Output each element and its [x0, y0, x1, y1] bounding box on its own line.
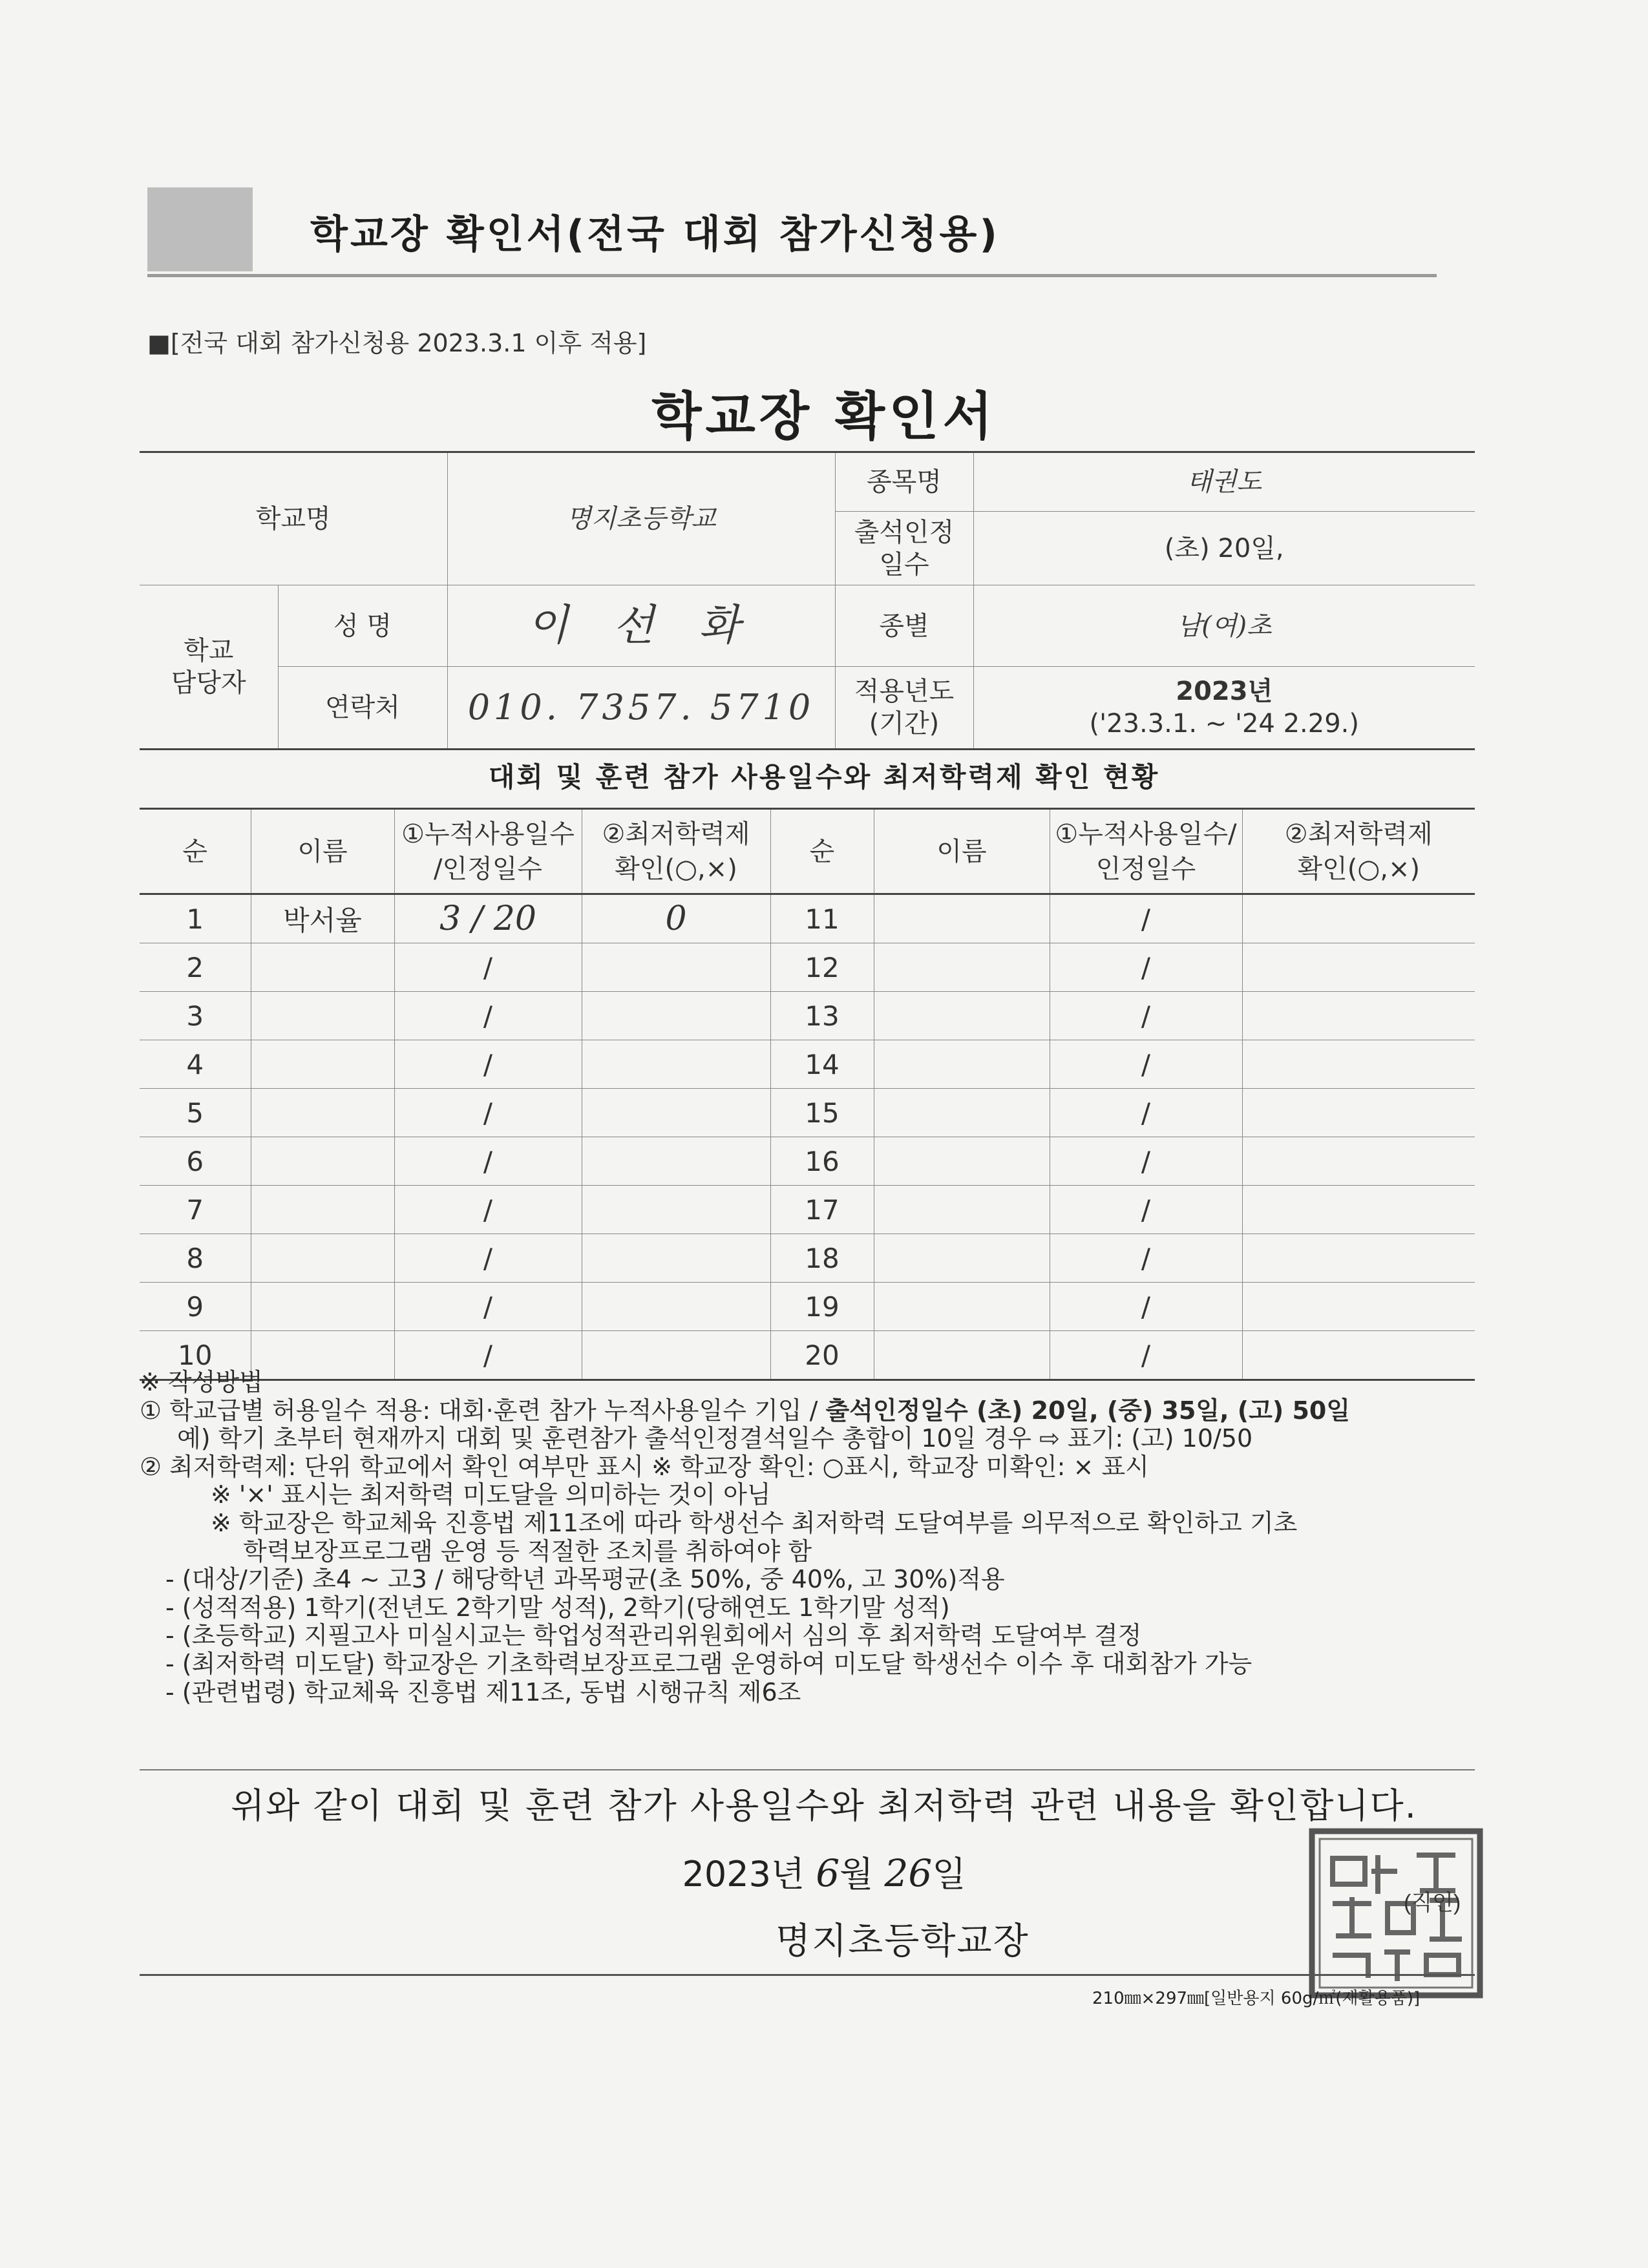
- row-days-left: /: [394, 1331, 582, 1380]
- row-name-right: [874, 943, 1050, 992]
- row-no-right: 19: [770, 1283, 874, 1331]
- person-name-label: 성 명: [278, 585, 447, 667]
- school-name-label: 학교명: [140, 452, 447, 585]
- row-no-left: 7: [140, 1186, 251, 1234]
- row-check-right: [1242, 1137, 1475, 1186]
- row-check-right: [1242, 1089, 1475, 1137]
- row-check-left: [582, 943, 770, 992]
- instruction-1-c: (초) 20일, (중) 35일, (고) 50일: [967, 1396, 1351, 1425]
- row-days-right: /: [1050, 1234, 1242, 1283]
- applicability-note: ■[전국 대회 참가신청용 2023.3.1 이후 적용]: [147, 329, 647, 357]
- row-name-right: [874, 1089, 1050, 1137]
- row-name-right: [874, 1283, 1050, 1331]
- instruction-2: ② 최저학력제: 단위 학교에서 확인 여부만 표시 ※ 학교장 확인: ○표시, 학교장 미확인: × 표시: [140, 1452, 1149, 1481]
- date-year: 2023년: [682, 1854, 805, 1895]
- row-no-left: 4: [140, 1040, 251, 1089]
- instruction-1: [140, 1397, 1477, 1425]
- row-days-left: /: [394, 943, 582, 992]
- phone-label: 연락처: [278, 667, 447, 750]
- detail-3: - (초등학교) 지필고사 미실시교는 학업성적관리위원회에서 심의 후 최저학력 도달여부 결정: [165, 1621, 1142, 1650]
- col-header-days-left: ①누적사용일수 /인정일수: [394, 809, 582, 894]
- instruction-2-note-a: ※ '×' 표시는 최저학력 미도달을 의미하는 것이 아님: [211, 1480, 771, 1509]
- event-value: 태권도: [973, 452, 1475, 512]
- paper-spec-note: 210㎜×297㎜[일반용지 60g/㎡(재활용품)]: [1092, 1989, 1421, 2008]
- col-header-no-right: 순: [770, 809, 874, 894]
- row-check-left: [582, 1186, 770, 1234]
- row-name-left: [251, 943, 394, 992]
- detail-4: - (최저학력 미도달) 학교장은 기초학력보장프로그램 운영하여 미도달 학생선수 이수 후 대회참가 가능: [165, 1649, 1252, 1678]
- instruction-1-b: 출석인정일수: [825, 1396, 968, 1425]
- footer-line: [140, 1974, 1475, 1976]
- row-no-right: 15: [770, 1089, 874, 1137]
- separator-line: [140, 1769, 1475, 1770]
- row-no-left: 3: [140, 992, 251, 1040]
- row-no-right: 14: [770, 1040, 874, 1089]
- section-title: 대회 및 훈련 참가 사용일수와 최저학력제 확인 현황: [488, 761, 1160, 793]
- row-name-left: [251, 1089, 394, 1137]
- year-value: 2023년: [1176, 677, 1273, 706]
- period-value: ('23.3.1. ~ '24 2.29.): [1089, 709, 1359, 739]
- phone-value: 010. 7357. 5710: [447, 667, 835, 750]
- row-name-left: [251, 992, 394, 1040]
- row-check-left: [582, 1137, 770, 1186]
- col-header-check-right: ②최저학력제 확인(○,×): [1242, 809, 1475, 894]
- row-name-left: [251, 1137, 394, 1186]
- col-header-days-right: ①누적사용일수/ 인정일수: [1050, 809, 1242, 894]
- row-name-right: [874, 1186, 1050, 1234]
- row-check-left: [582, 1089, 770, 1137]
- row-no-right: 18: [770, 1234, 874, 1283]
- detail-5: - (관련법령) 학교체육 진흥법 제11조, 동법 시행규칙 제6조: [165, 1677, 801, 1706]
- row-no-right: 20: [770, 1331, 874, 1380]
- row-check-left: [582, 1040, 770, 1089]
- info-table: [140, 451, 1475, 750]
- table-row: [140, 1234, 1475, 1283]
- col-header-name-right: 이름: [874, 809, 1050, 894]
- row-name-right: [874, 992, 1050, 1040]
- gender-value: 남(여)초: [973, 585, 1475, 667]
- row-days-left: /: [394, 1089, 582, 1137]
- row-no-left: 10: [140, 1331, 251, 1380]
- date-month: 6: [816, 1851, 840, 1895]
- row-check-left: [582, 1234, 770, 1283]
- row-no-right: 13: [770, 992, 874, 1040]
- row-name-left: [251, 1234, 394, 1283]
- date-month-unit: 월: [840, 1854, 874, 1895]
- instruction-2-note-b1: ※ 학교장은 학교체육 진흥법 제11조에 따라 학생선수 최저학력 도달여부를 의무적으로 확인하고 기초: [211, 1508, 1298, 1537]
- row-no-left: 9: [140, 1283, 251, 1331]
- person-name-value: 이 선 화: [447, 585, 835, 667]
- row-days-left: /: [394, 1283, 582, 1331]
- instruction-1-a: ① 학교급별 허용일수 적용: 대회·훈련 참가 누적사용일수 기입 /: [140, 1396, 826, 1425]
- document-header-title: 학교장 확인서(전국 대회 참가신청용): [310, 212, 1000, 257]
- row-days-left: 3 / 20: [394, 894, 582, 943]
- table-row: [140, 1089, 1475, 1137]
- row-no-right: 12: [770, 943, 874, 992]
- row-check-left: [582, 992, 770, 1040]
- row-no-right: 17: [770, 1186, 874, 1234]
- row-no-left: 6: [140, 1137, 251, 1186]
- contact-person-label: 학교 담당자: [140, 585, 278, 750]
- table-row: [140, 894, 1475, 943]
- row-check-right: [1242, 894, 1475, 943]
- table-row: [140, 943, 1475, 992]
- table-row: [140, 1186, 1475, 1234]
- col-header-check-left: ②최저학력제 확인(○,×): [582, 809, 770, 894]
- row-days-right: /: [1050, 992, 1242, 1040]
- row-no-left: 1: [140, 894, 251, 943]
- row-check-left: [582, 1283, 770, 1331]
- attendance-days-label: 출석인정 일수: [835, 512, 973, 585]
- date-day: 26: [884, 1851, 933, 1895]
- attendance-days-value: (초) 20일,: [973, 512, 1475, 585]
- table-row: [140, 1137, 1475, 1186]
- row-days-left: /: [394, 992, 582, 1040]
- event-label: 종목명: [835, 452, 973, 512]
- row-check-right: [1242, 1186, 1475, 1234]
- table-row: [140, 1040, 1475, 1089]
- row-days-left: /: [394, 1137, 582, 1186]
- date-day-unit: 일: [932, 1854, 966, 1895]
- header-underline: [147, 274, 1437, 277]
- row-days-left: /: [394, 1186, 582, 1234]
- year-label: 적용년도 (기간): [835, 667, 973, 750]
- row-check-right: [1242, 992, 1475, 1040]
- instruction-2-note-b2: 학력보장프로그램 운영 등 적절한 조치를 취하여야 함: [243, 1537, 812, 1566]
- detail-2: - (성적적용) 1학기(전년도 2학기말 성적), 2학기(당해연도 1학기말 성적): [165, 1593, 950, 1622]
- principal-signature: 명지초등학교장: [776, 1920, 1030, 1962]
- col-header-no-left: 순: [140, 809, 251, 894]
- row-no-left: 8: [140, 1234, 251, 1283]
- detail-1: - (대상/기준) 초4 ~ 고3 / 해당학년 과목평균(초 50%, 중 40%, 고 30%)적용: [165, 1565, 1005, 1594]
- row-days-right: /: [1050, 1089, 1242, 1137]
- col-header-name-left: 이름: [251, 809, 394, 894]
- instructions-heading: ※ 작성방법: [140, 1368, 263, 1396]
- row-check-left: 0: [582, 894, 770, 943]
- row-days-right: /: [1050, 1283, 1242, 1331]
- row-name-right: [874, 1234, 1050, 1283]
- page-title: 학교장 확인서: [651, 386, 997, 446]
- row-name-left: [251, 1186, 394, 1234]
- row-days-left: /: [394, 1234, 582, 1283]
- row-days-right: /: [1050, 943, 1242, 992]
- row-no-right: 11: [770, 894, 874, 943]
- row-days-right: /: [1050, 1186, 1242, 1234]
- row-days-right: /: [1050, 1040, 1242, 1089]
- row-check-right: [1242, 943, 1475, 992]
- row-days-right: /: [1050, 1331, 1242, 1380]
- row-name-right: [874, 894, 1050, 943]
- row-days-right: /: [1050, 894, 1242, 943]
- row-no-left: 5: [140, 1089, 251, 1137]
- seal-mark: (직인): [1404, 1891, 1461, 1915]
- row-days-right: /: [1050, 1137, 1242, 1186]
- row-name-left: 박서율: [251, 894, 394, 943]
- gender-label: 종별: [835, 585, 973, 667]
- school-name-value: 명지초등학교: [447, 452, 835, 585]
- row-name-right: [874, 1137, 1050, 1186]
- closing-statement: 위와 같이 대회 및 훈련 참가 사용일수와 최저학력 관련 내용을 확인합니다.: [231, 1785, 1417, 1826]
- row-name-left: [251, 1283, 394, 1331]
- row-check-right: [1242, 1283, 1475, 1331]
- row-check-right: [1242, 1234, 1475, 1283]
- instruction-1-example: 예) 학기 초부터 현재까지 대회 및 훈련참가 출석인정결석일수 총합이 10일 경우 ⇨ 표기: (고) 10/50: [177, 1424, 1253, 1453]
- table-header-row: [140, 809, 1475, 894]
- row-name-right: [874, 1040, 1050, 1089]
- row-check-right: [1242, 1040, 1475, 1089]
- header-gray-block: [147, 187, 253, 271]
- row-no-left: 2: [140, 943, 251, 992]
- instructions: [140, 1369, 1477, 1706]
- table-row: [140, 1283, 1475, 1331]
- row-no-right: 16: [770, 1137, 874, 1186]
- table-row: [140, 992, 1475, 1040]
- row-days-left: /: [394, 1040, 582, 1089]
- year-cell: [973, 667, 1475, 750]
- participation-table: [140, 808, 1475, 1381]
- row-name-left: [251, 1040, 394, 1089]
